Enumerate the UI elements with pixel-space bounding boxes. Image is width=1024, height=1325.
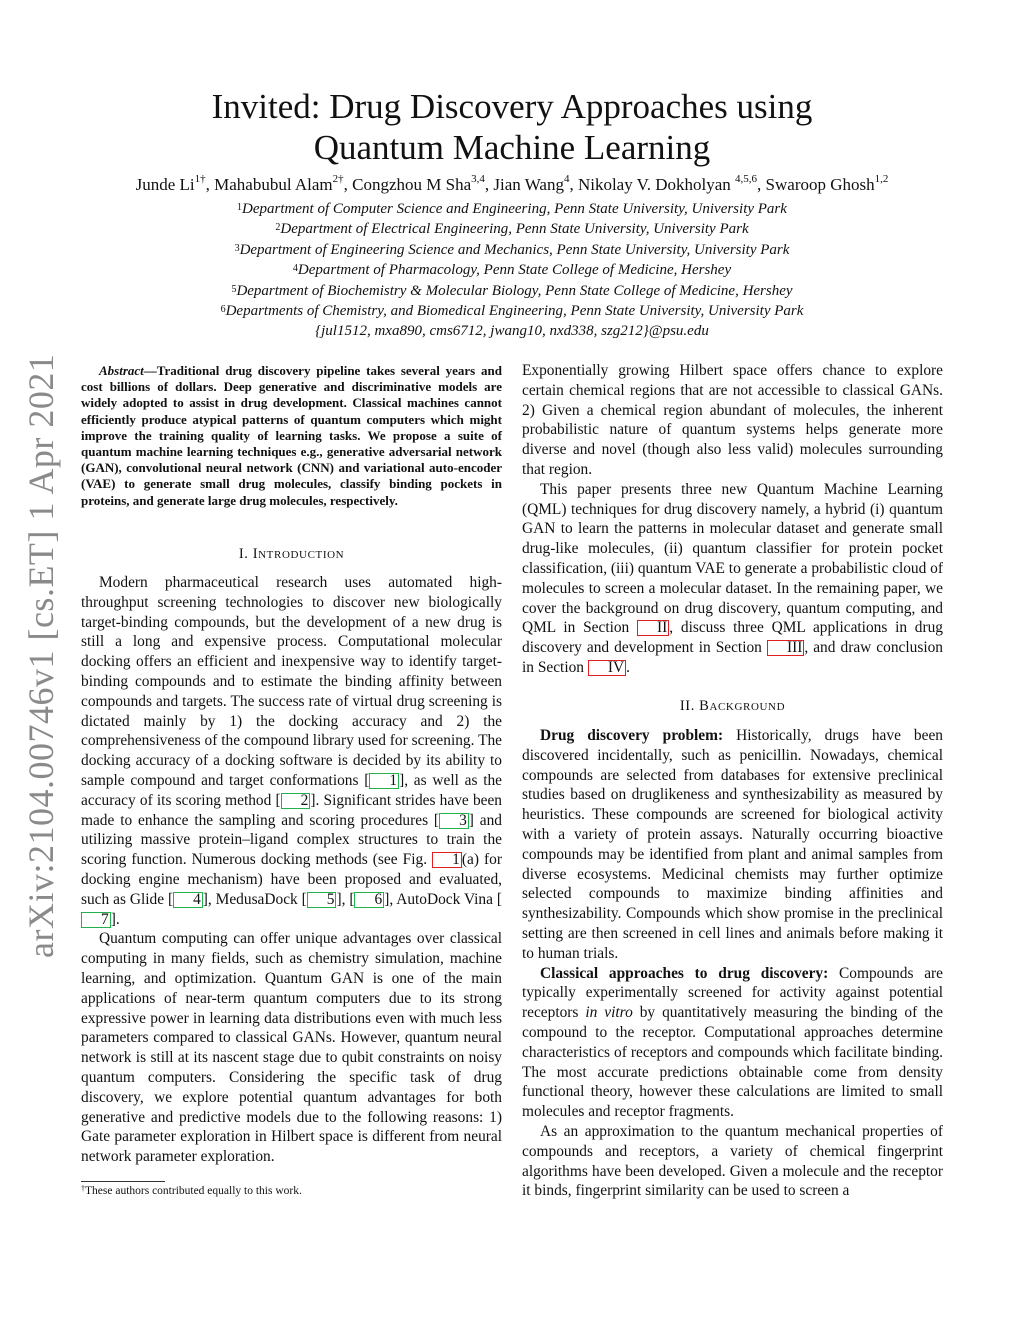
affiliation: $^2$Department of Electrical Engineering, Penn State University, University Park	[275, 221, 749, 238]
title-line-2: Quantum Machine Learning	[313, 128, 711, 167]
abstract-text: —Traditional drug discovery pipeline takes several years and cost billions of dollars. Deep generative and discriminative models are widely adopted to assist in drug development. Classical machines cannot efficiently produce atypical patterns of quantum computers which might improve the training quality of learning tasks. We propose a suite of quantum machine learning techniques e.g., generative adversarial network (GAN), convolutional neural network (CNN) and variational auto-encoder (VAE) to generate small drug molecules, classify binding pockets in proteins, and generate large drug molecules, respectively.	[81, 363, 502, 508]
abstract-lead: Abstract	[99, 363, 144, 378]
author: Swaroop Ghosh$^{1,2}$	[765, 173, 889, 194]
title-line-1: Invited: Drug Discovery Approaches using	[211, 87, 813, 126]
left-column-body	[81, 573, 502, 1167]
citation-link[interactable]: 6	[354, 892, 384, 908]
intro-paragraph-2: Quantum computing can offer unique advantages over classical computing in many fields, such as chemistry simulation, machine learning, and optimization. Quantum GAN is one of the main applications of near-term quantum computers due to its strong expressive power in learning data distributions even with much less parameters compared to classical GANs. However, quantum neural network is still at its nascent stage due to qubit constraints on noisy quantum computers. Considering the specific task of drug discovery, we explore potential quantum advantages for both generative and predictive models due to the following reasons: 1) Gate parameter exploration in Hilbert space is different from neural network parameter exploration.	[81, 930, 502, 1166]
citation-link[interactable]: 1	[369, 773, 399, 789]
section-link[interactable]: IV	[588, 660, 626, 676]
citation-link[interactable]: 2	[281, 793, 311, 809]
right-paragraph-2: This paper presents three new Quantum Machine Learning (QML) techniques for drug discovery namely, a hybrid (i) quantum GAN to learn the patterns in molecular dataset and generate small drug-like molecules, (ii) quantum classifier for protein pocket classification, (iii) quantum VAE to generate a probabilistic cloud of molecules to screen a molecular dataset. In the remaining paper, we cover the background on drug discovery, quantum computing, and QML in Section II , discuss three QML applications in drug discovery and development in Section III , and draw conclusion in Section IV .	[522, 480, 944, 676]
author-list	[60, 175, 964, 195]
background-paragraph-1: Drug discovery problem: Historically, drugs have been discovered incidentally, such as penicillin. Nowadays, chemical compounds are selected from databases for extensive preclinical studies based on druglikeness and synthesizability as measured by heuristics. These compounds are screened for biological activity with a variety of protein assays. Naturally occurring bioactive compounds may be identified from plant and animal samples from diverse ecosystems. Medicinal chemists may further optimize selected compounds to maximize binding affinities and synthesizability. Compounds which show promise in the preclinical setting are then screened in cell lines and animals before making it to human trials.	[522, 727, 943, 962]
author: Congzhou M Sha$^{3,4}$,	[352, 173, 494, 194]
section-heading-background: II. BACKGROUND	[679, 698, 786, 714]
author-emails: {jul1512, mxa890, cms6712, jwang10, nxd338, szg212}@psu.edu	[315, 323, 709, 340]
author: Junde $Li^{1\dagger}$,	[135, 173, 215, 194]
right-paragraph-1: Exponentially growing Hilbert space offers chance to explore certain chemical regions that are not accessible to classical GANs. 2) Given a chemical region abundant of molecules, the inherent probabilistic nature of quantum systems helps generate more diverse and novel (though also less valid) molecules surrounding that region.	[522, 362, 943, 478]
background-paragraph-2: Classical approaches to drug discovery: Compounds are typically experimentally screened for activity against potential receptors in vitro by quantitatively measuring the binding of the compound to the receptor. Computational approaches determine characteristics of receptors and compounds which facilitate binding. The most accurate predictions obtainable come from density functional theory, however these calculations are limited to small molecules and receptor fragments.	[522, 964, 944, 1121]
affiliation: $^5$Department of Biochemistry & Molecular Biology, Penn State College of Medicine, Hershey	[231, 282, 793, 299]
citation-link[interactable]: 7	[81, 912, 111, 928]
affiliation: $^3$Department of Engineering Science and Mechanics, Penn State University, University Park	[234, 241, 790, 258]
citation-link[interactable]: 3	[439, 813, 469, 829]
author: Mahabubul Alam$^{2\dagger}$,	[214, 173, 353, 194]
author: Nikolay V. Dokholyan $^{4,5,6}$,	[577, 173, 766, 194]
section-link[interactable]: II	[637, 620, 669, 636]
author: Jian Wang$^4$,	[493, 173, 578, 194]
intro-paragraph-1: Modern pharmaceutical research uses automated high-throughput screening technologies to discover new biologically target-binding compounds, but the development of a new drug is still a long and expensive process. Computational molecular docking offers an efficient and inexpensive way to identify target-binding compounds and to estimate the binding affinity between compounds and targets. The success rate of virtual drug screening is dictated mainly by 1) the docking accuracy and 2) the comprehensiveness of the compound library used for screening. The docking accuracy of a docking software is decided by its ability to sample compound and target conformations [ 1 ], as well as the accuracy of its scoring method [ 2 ]. Significant strides have been made to enhance the sampling and scoring procedures [ 3 ] and utilizing massive protein–ligand complex structures to train the scoring function. Numerous docking methods (see Fig. 1 (a) for docking engine mechanism) have been proposed and evaluated, such as Glide [ 4 ], MedusaDock [ 5 ], [ 6 ], AutoDock Vina [7 ].	[81, 574, 503, 928]
affiliation: $^4$Department of Pharmacology, Penn State College of Medicine, Hershey	[292, 262, 732, 279]
right-column-background	[522, 726, 943, 1201]
affiliation: $^1$Department of Computer Science and Engineering, Penn State University, University Park	[237, 201, 787, 217]
citation-link[interactable]: 5	[307, 892, 337, 908]
footnote: †These authors contributed equally to this work.	[81, 1184, 302, 1197]
abstract	[81, 363, 502, 509]
right-column-top	[522, 361, 943, 678]
figure-link[interactable]: 1	[432, 852, 462, 868]
footnote-rule	[81, 1181, 165, 1182]
background-paragraph-3: As an approximation to the quantum mechanical properties of compounds and receptors, a variety of chemical fingerprint algorithms have been developed. Given a molecule and the receptor it binds, fingerprint similarity can be used to screen a	[522, 1122, 943, 1200]
citation-link[interactable]: 4	[173, 892, 203, 908]
arxiv-identifier-stamp: arXiv:2104.00746v1 [cs.ET] 1 Apr 2021	[21, 353, 61, 958]
section-heading-introduction: I. INTRODUCTION	[238, 546, 345, 562]
affiliation-list	[60, 199, 964, 342]
section-link[interactable]: III	[767, 640, 804, 656]
paper-title	[130, 86, 894, 168]
affiliation: $^6$Departments of Chemistry, and Biomedical Engineering, Penn State University, University Park	[220, 303, 804, 320]
